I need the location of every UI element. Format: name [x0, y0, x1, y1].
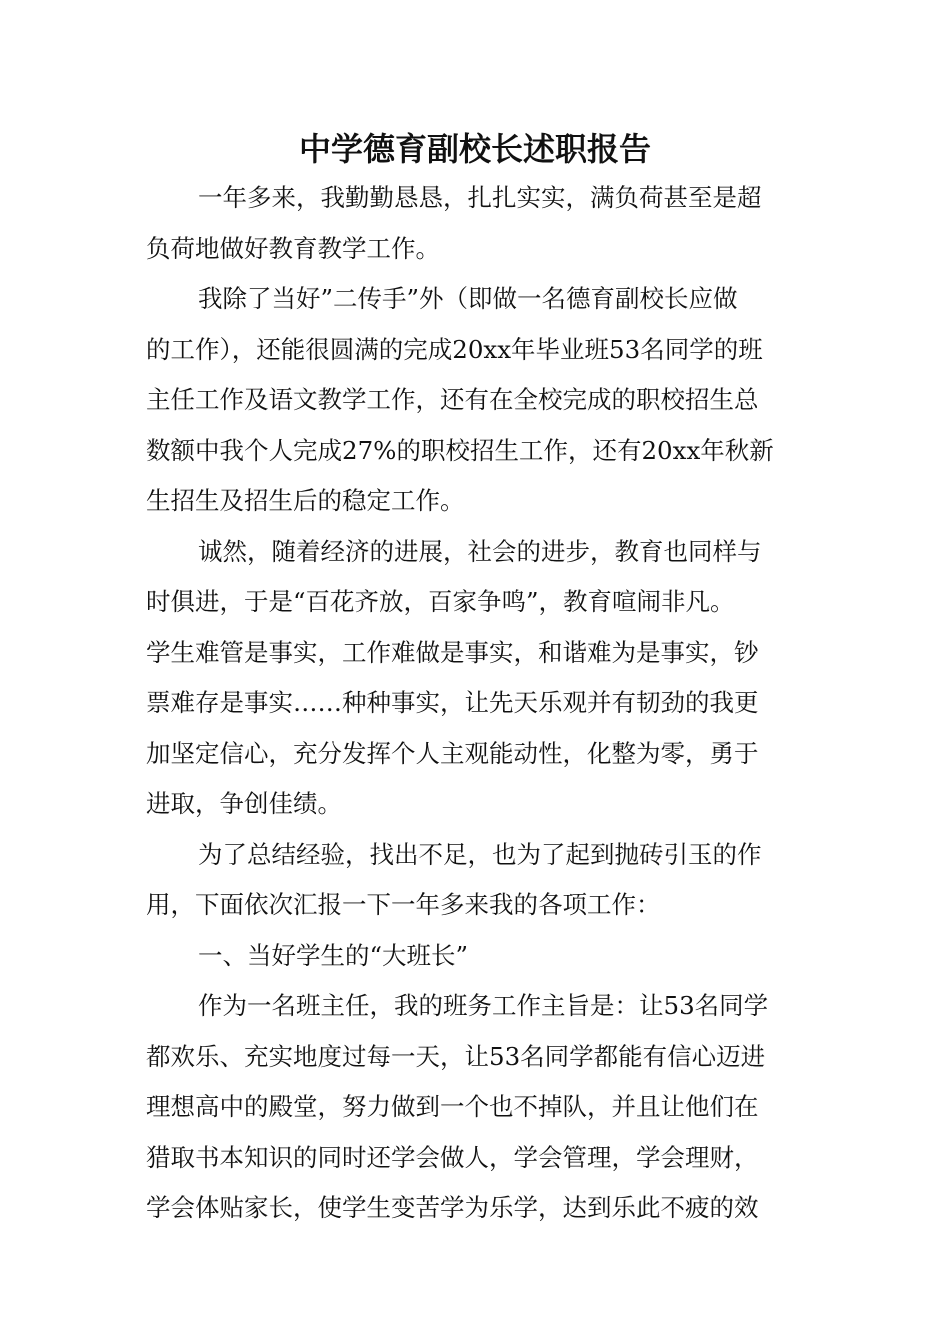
paragraph-1: [146, 173, 806, 274]
text-line: 一年多来，我勤勤恳恳，扎扎实实，满负荷甚至是超: [198, 183, 762, 212]
paragraph-3: [146, 527, 806, 830]
document-title: 中学德育副校长述职报告: [298, 130, 651, 168]
text-line: 学生难管是事实，工作难做是事实，和谐难为是事实，钞: [146, 637, 759, 667]
text-line: 都欢乐、充实地度过每一天，让53名同学都能有信心迈进: [146, 1041, 766, 1071]
text-line: 主任工作及语文教学工作，还有在全校完成的职校招生总: [146, 385, 759, 414]
text-line: 生招生及招生后的稳定工作。: [146, 486, 465, 515]
text-line: 加坚定信心，充分发挥个人主观能动性，化整为零，勇于: [146, 738, 759, 768]
text-line: 的工作），还能很圆满的完成20xx年毕业班53名同学的班: [146, 334, 763, 364]
text-line: 一、当好学生的“大班长”: [198, 940, 469, 970]
text-line: 数额中我个人完成27%的职校招生工作，还有20xx年秋新: [146, 435, 774, 465]
text-line: 学会体贴家长，使学生变苦学为乐学，达到乐此不疲的效: [146, 1193, 759, 1222]
text-line: 负荷地做好教育教学工作。: [146, 233, 440, 263]
section-heading-1: [146, 931, 806, 982]
text-line: 理想高中的殿堂，努力做到一个也不掉队，并且让他们在: [146, 1092, 759, 1121]
text-line: 用，下面依次汇报一下一年多来我的各项工作：: [146, 890, 661, 919]
text-line: 进取，争创佳绩。: [146, 789, 342, 818]
paragraph-4: [146, 830, 806, 931]
text-line: 猎取书本知识的同时还学会做人，学会管理，学会理财，: [146, 1142, 759, 1172]
text-line: 为了总结经验，找出不足，也为了起到抛砖引玉的作: [198, 839, 762, 869]
document-body: [146, 173, 806, 1234]
text-line: 我除了当好”二传手”外（即做一名德育副校长应做: [198, 284, 738, 313]
text-line: 时俱进，于是“百花齐放，百家争鸣”，教育喧闹非凡。: [146, 587, 735, 616]
paragraph-6: [146, 981, 806, 1234]
text-line: 票难存是事实……种种事实，让先天乐观并有韧劲的我更: [146, 688, 759, 717]
text-line: 作为一名班主任，我的班务工作主旨是：让53名同学: [198, 991, 769, 1020]
paragraph-2: [146, 274, 806, 527]
text-line: 诚然，随着经济的进展，社会的进步，教育也同样与: [198, 536, 762, 566]
